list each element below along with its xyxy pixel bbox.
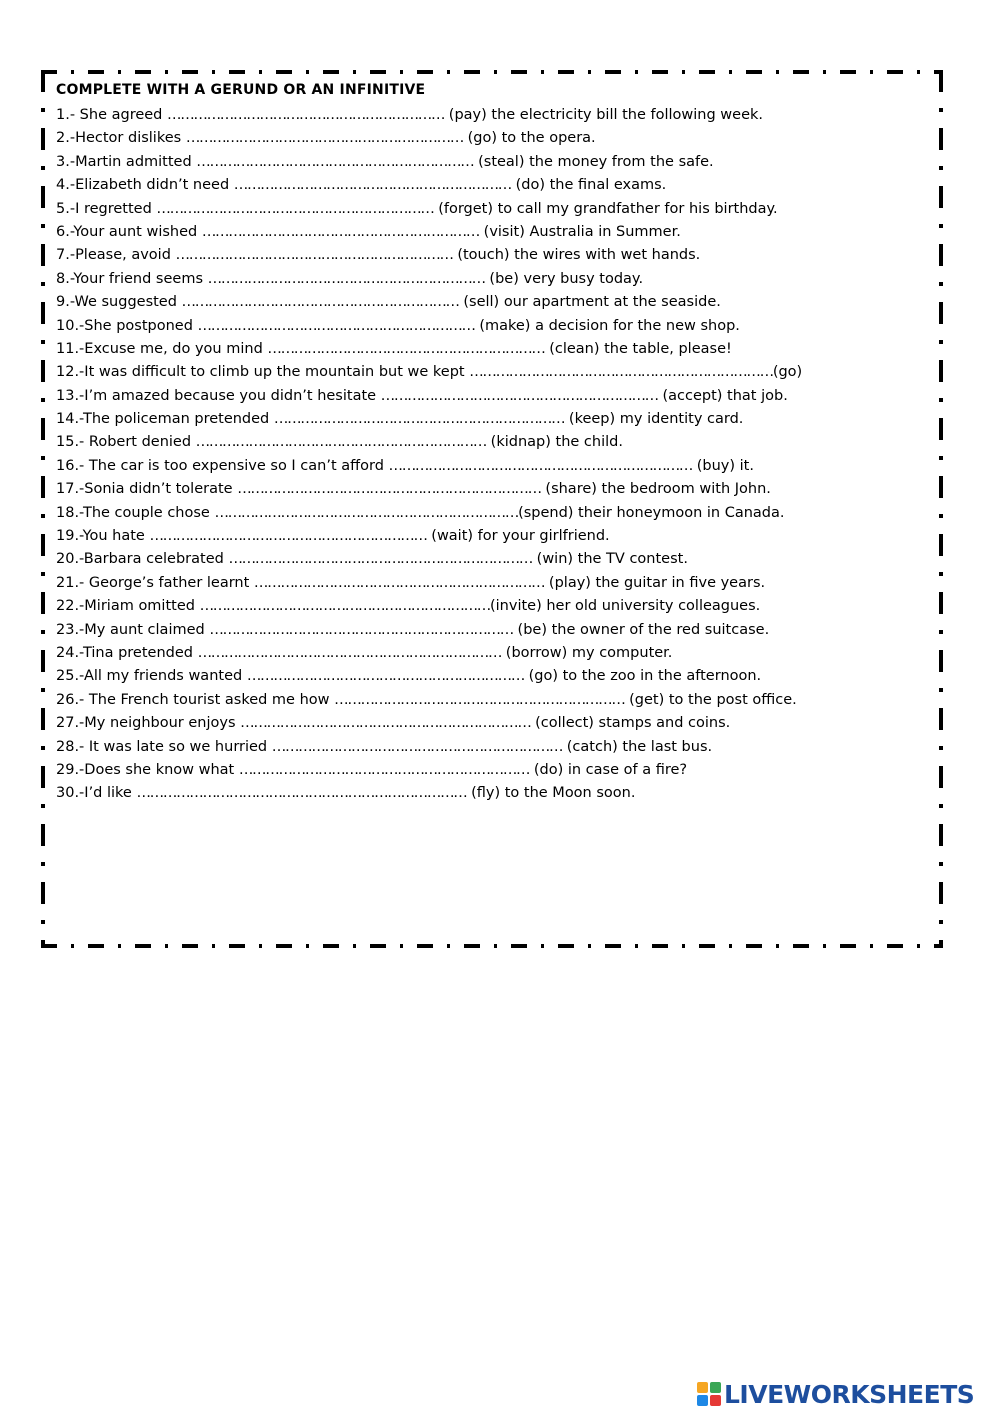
exercise-item [56,431,802,454]
exercise-item [56,315,802,338]
exercise-item [56,595,802,618]
exercise-item [56,572,802,595]
exercise-prompt: 14.-The policeman pretended [56,411,274,428]
exercise-verb-hint: (sell) our apartment at the seaside. [458,294,721,311]
exercise-verb-hint: (keep) my identity card. [564,411,744,428]
exercise-verb-hint: (steal) the money from the safe. [473,153,714,170]
exercise-verb-hint: (touch) the wires with wet hands. [452,247,701,264]
answer-blank[interactable]: ……………………………………………………… [207,270,485,287]
exercise-prompt: 29.-Does she know what [56,761,239,778]
answer-blank[interactable]: ……………………………………………………… [149,528,427,545]
exercise-verb-hint: (go) to the opera. [463,130,596,147]
exercise-prompt: 17.-Sonia didn’t tolerate [56,481,238,498]
exercise-item [56,759,802,782]
answer-blank[interactable]: ……………………………………………………… [167,107,445,123]
exercise-verb-hint: (invite) her old university colleagues. [489,598,761,615]
logo-mark-icon [697,1382,721,1406]
exercise-item [56,104,802,127]
exercise-item [56,455,802,478]
exercise-verb-hint: (forget) to call my grandfather for his birthday. [433,200,778,217]
exercise-prompt: 23.-My aunt claimed [56,621,210,638]
exercise-verb-hint: (clean) the table, please! [544,340,732,357]
answer-blank[interactable]: ………………………………………………………… [271,738,563,755]
answer-blank[interactable]: ………………………………………………………… [253,574,545,591]
answer-blank[interactable]: …………………………………………………………… [388,457,693,474]
exercise-item [56,665,802,688]
exercise-prompt: 9.-We suggested [56,294,182,311]
exercise-verb-hint: (fly) to the Moon soon. [466,785,636,802]
exercise-prompt: 12.-It was difficult to climb up the mountain but we kept [56,364,470,381]
exercise-item [56,291,802,314]
exercise-item [56,525,802,548]
exercise-prompt: 19.-You hate [56,528,150,545]
exercise-item [56,361,802,384]
exercise-prompt: 25.-All my friends wanted [56,668,247,685]
exercise-item [56,338,802,361]
exercise-verb-hint: (get) to the post office. [624,691,797,708]
exercise-item [56,689,802,712]
exercise-item [56,151,802,174]
exercise-verb-hint: (do) in case of a fire? [529,761,688,778]
exercise-item [56,127,802,150]
exercise-item [56,782,802,805]
exercise-verb-hint: (pay) the electricity bill the following week. [444,107,764,123]
answer-blank[interactable]: ……………………………………………………… [185,130,464,147]
answer-blank[interactable]: ……………………………………………………… [156,200,434,217]
exercise-prompt: 13.-I’m amazed because you didn’t hesitate [56,387,381,404]
exercise-prompt: 7.-Please, avoid [56,247,176,264]
answer-blank[interactable]: ……………………………………………………… [197,317,475,334]
exercise-prompt: 30.-I’d like [56,785,137,802]
exercise-prompt: 18.-The couple chose [56,504,215,521]
answer-blank[interactable]: ……………………………………………………… [175,247,453,264]
exercise-item [56,478,802,501]
exercise-prompt: 16.- The car is too expensive so I can’t afford [56,457,389,474]
exercise-verb-hint: (go) [772,364,803,381]
exercise-verb-hint: (spend) their honeymoon in Canada. [518,504,785,521]
answer-blank[interactable]: …………………………………………………………… [237,481,541,498]
exercise-prompt: 8.-Your friend seems [56,270,208,287]
answer-blank[interactable]: ……………………………………………………… [196,153,474,170]
answer-blank[interactable]: …………………………………………………………… [214,504,519,521]
exercise-verb-hint: (accept) that job. [657,387,788,404]
logo-text: LIVEWORKSHEETS [724,1379,975,1409]
answer-blank[interactable]: ………………………………………………………… [195,434,487,451]
exercise-prompt: 22.-Miriam omitted [56,598,200,615]
logo-square-4 [710,1395,721,1406]
exercise-verb-hint: (catch) the last bus. [562,738,713,755]
exercise-verb-hint: (collect) stamps and coins. [530,715,731,732]
exercise-item [56,712,802,735]
exercise-verb-hint: (make) a decision for the new shop. [474,317,740,334]
answer-blank[interactable]: …………………………………………………………… [228,551,533,568]
exercise-prompt: 6.-Your aunt wished [56,223,202,240]
exercise-verb-hint: (be) very busy today. [484,270,644,287]
answer-blank[interactable]: ………………………………………………………… [240,715,531,732]
answer-blank[interactable]: ………………………………………………………… [199,598,490,615]
exercise-prompt: 26.- The French tourist asked me how [56,691,335,708]
answer-blank[interactable]: …………………………………………………………… [469,364,773,381]
exercise-item [56,408,802,431]
exercise-verb-hint: (kidnap) the child. [486,434,623,451]
exercise-verb-hint: (borrow) my computer. [501,644,673,661]
answer-blank[interactable]: …………………………………………………………… [197,644,502,661]
answer-blank[interactable]: ………………………………………………………… [334,691,625,708]
exercise-prompt: 3.-Martin admitted [56,153,197,170]
exercise-item [56,736,802,759]
exercise-prompt: 21.- George’s father learnt [56,574,254,591]
answer-blank[interactable]: ……………………………………………………… [246,668,525,685]
exercise-verb-hint: (share) the bedroom with John. [540,481,771,498]
exercise-verb-hint: (go) to the zoo in the afternoon. [524,668,762,685]
exercise-prompt: 2.-Hector dislikes [56,130,186,147]
answer-blank[interactable]: ……………………………………………………… [380,387,658,404]
exercise-prompt: 27.-My neighbour enjoys [56,715,241,732]
logo-square-2 [710,1382,721,1393]
worksheet-title: COMPLETE WITH A GERUND OR AN INFINITIVE [56,82,426,98]
answer-blank[interactable]: ………………………………………………………… [273,411,565,428]
exercise-verb-hint: (visit) Australia in Summer. [479,223,681,240]
exercise-item [56,548,802,571]
exercise-item [56,221,802,244]
exercise-verb-hint: (buy) it. [692,457,754,474]
liveworksheets-logo [697,1379,974,1409]
exercise-item [56,385,802,408]
exercise-prompt: 5.-I regretted [56,200,157,217]
exercise-verb-hint: (do) the final exams. [510,177,667,194]
exercise-item [56,642,802,665]
answer-blank[interactable]: …………………………………………………………… [209,621,513,638]
exercise-item [56,268,802,291]
exercise-item [56,502,802,525]
answer-blank[interactable]: ……………………………………………………… [267,340,545,357]
answer-blank[interactable]: ………………………………………………………………… [136,785,467,802]
exercise-prompt: 28.- It was late so we hurried [56,738,272,755]
answer-blank[interactable]: ……………………………………………………… [233,177,511,194]
answer-blank[interactable]: ………………………………………………………… [238,761,530,778]
answer-blank[interactable]: ……………………………………………………… [181,294,459,311]
answer-blank[interactable]: ……………………………………………………… [201,223,480,240]
exercise-prompt: 10.-She postponed [56,317,198,334]
exercise-prompt: 4.-Elizabeth didn’t need [56,177,234,194]
exercise-item [56,198,802,221]
exercise-item [56,174,802,197]
exercise-item [56,619,802,642]
exercise-list [56,104,802,806]
exercise-verb-hint: (be) the owner of the red suitcase. [512,621,770,638]
exercise-verb-hint: (wait) for your girlfriend. [426,528,610,545]
exercise-prompt: 20.-Barbara celebrated [56,551,229,568]
exercise-prompt: 24.-Tina pretended [56,644,198,661]
exercise-prompt: 11.-Excuse me, do you mind [56,340,268,357]
logo-square-1 [697,1382,708,1393]
exercise-verb-hint: (win) the TV contest. [532,551,688,568]
exercise-item [56,244,802,267]
exercise-prompt: 1.- She agreed [56,107,167,123]
logo-square-3 [697,1395,708,1406]
exercise-verb-hint: (play) the guitar in five years. [544,574,766,591]
exercise-prompt: 15.- Robert denied [56,434,196,451]
